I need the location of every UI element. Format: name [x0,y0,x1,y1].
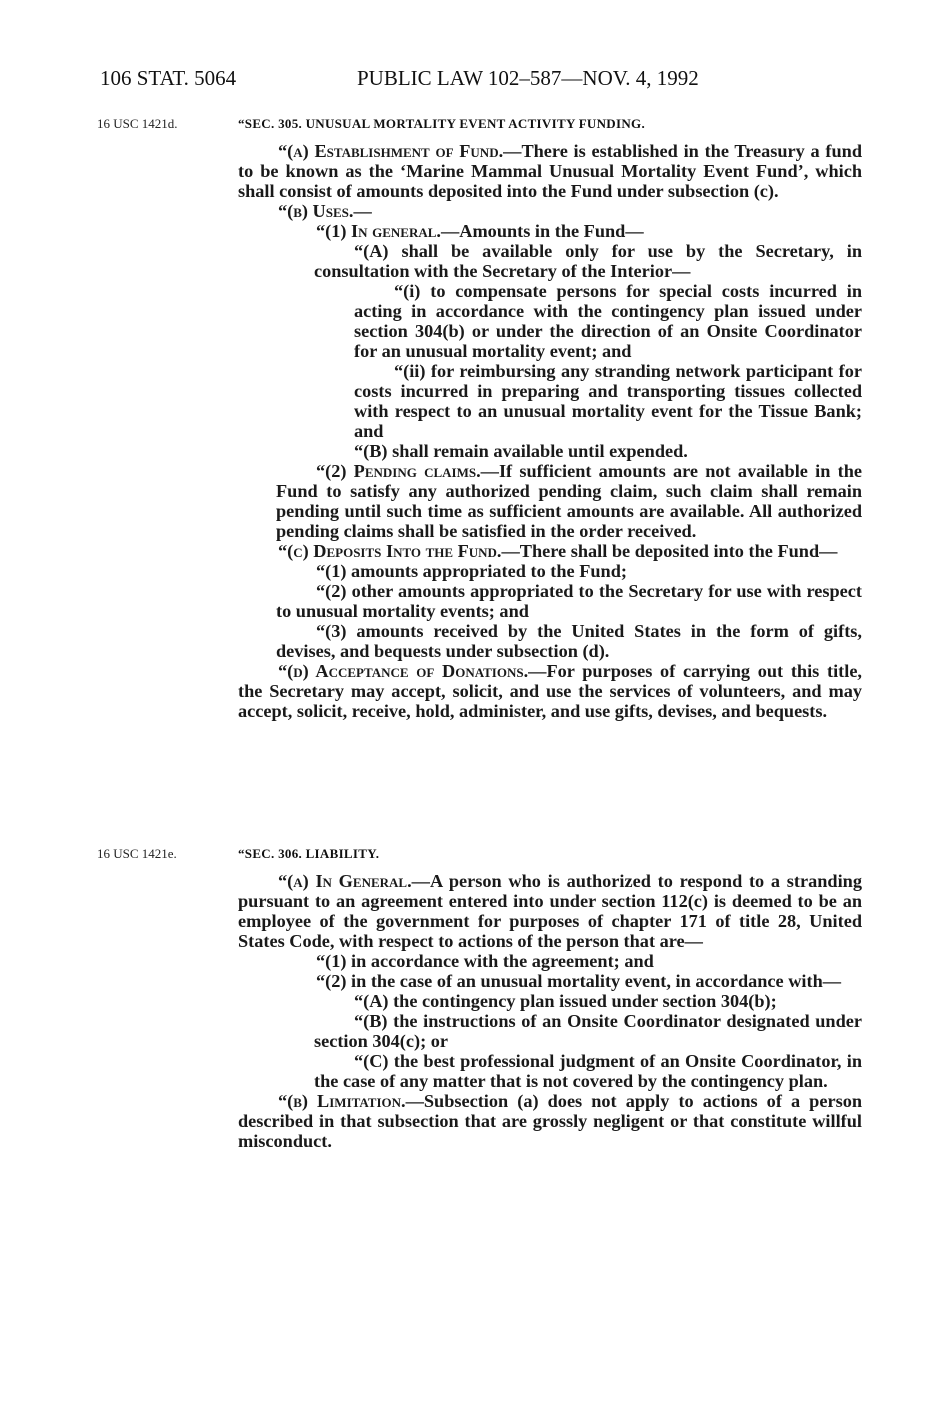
paragraph-text: “(B) the instructions of an Onsite Coordinator designated under section 304(c); or [314,1011,862,1051]
paragraph-text: “(2) other amounts appropriated to the Secretary for use with respect to unusual mortality events; and [276,581,862,621]
paragraph [238,561,862,581]
paragraph-text: —For purposes of carrying out this title, the Secretary may accept, solicit, and use the services of volunteers, and may accept, solicit, receive, hold, administer, and use gifts, devises, and bequests. [238,661,862,721]
margin-note-sec-305: 16 USC 1421d. [97,116,178,131]
paragraph-heading: “(d) Acceptance of Donations. [278,661,529,681]
paragraph-heading: “(2) Pending claims. [316,461,481,481]
paragraph [238,221,862,241]
paragraph [238,951,862,971]
section-title-305: “SEC. 305. UNUSUAL MORTALITY EVENT ACTIVITY FUNDING. [238,116,646,131]
paragraph-heading: “(c) Deposits Into the Fund. [278,541,502,561]
law-citation: PUBLIC LAW 102–587—NOV. 4, 1992 [357,66,699,90]
paragraph [238,201,862,221]
paragraph [238,1051,862,1091]
paragraph-heading: “(a) In General. [278,871,412,891]
paragraph-text: —If sufficient amounts are not available in the Fund to satisfy any authorized pending claim, such claim shall remain pending until such time as sufficient amounts are available. All authorized pending claims shall be satisfied in the order received. [276,461,862,541]
paragraph [238,661,862,721]
paragraph-heading: “(a) Establishment of Fund. [278,141,504,161]
paragraph [238,441,862,461]
paragraph [238,281,862,361]
section-body-306 [238,871,862,1151]
paragraph-text: “(B) shall remain available until expended. [354,441,688,461]
paragraph [238,461,862,541]
paragraph [238,1011,862,1051]
paragraph-text: “(1) in accordance with the agreement; and [316,951,654,971]
paragraph-text: “(C) the best professional judgment of an Onsite Coordinator, in the case of any matter that is not covered by the contingency plan. [314,1051,862,1091]
paragraph [238,971,862,991]
paragraph-text: —Subsection (a) does not apply to actions of a person described in that subsection that are grossly negligent or that constitute willful misconduct. [238,1091,862,1151]
paragraph-text: —Amounts in the Fund— [440,221,644,241]
paragraph-heading: “(b) Uses. [278,201,354,221]
paragraph-text: “(ii) for reimbursing any stranding network participant for costs incurred in preparing and transporting tissues collected with respect to an unusual mortality event for the Tissue Bank; and [354,361,862,441]
paragraph-text: “(A) shall be available only for use by the Secretary, in consultation with the Secretary of the Interior— [314,241,862,281]
stat-citation: 106 STAT. 5064 [100,66,237,90]
paragraph-text: “(i) to compensate persons for special costs incurred in acting in accordance with the contingency plan issued under section 304(b) or under the direction of an Onsite Coordinator for an unusual mortality event; and [354,281,862,361]
paragraph [238,871,862,951]
paragraph [238,621,862,661]
margin-note-sec-306: 16 USC 1421e. [97,846,177,861]
paragraph [238,991,862,1011]
section-body-305 [238,141,862,721]
paragraph [238,361,862,441]
paragraph [238,581,862,621]
paragraph-text: — [353,201,372,221]
paragraph-text: “(A) the contingency plan issued under section 304(b); [354,991,777,1011]
paragraph-text: —There is established in the Treasury a fund to be known as the ‘Marine Mammal Unusual Mortality Event Fund’, which shall consist of amounts deposited into the Fund under subsection (c). [238,141,862,201]
paragraph-text: “(3) amounts received by the United States in the form of gifts, devises, and bequests under subsection (d). [276,621,862,661]
paragraph [238,541,862,561]
paragraph [238,1091,862,1151]
paragraph-heading: “(b) Limitation. [278,1091,406,1111]
paragraph-heading: “(1) In general. [316,221,441,241]
paragraph-text: —A person who is authorized to respond to a stranding pursuant to an agreement entered into under section 112(c) is deemed to be an employee of the government for purposes of chapter 171 of title 28, United States Code, with respect to actions of the person that are— [238,871,862,951]
paragraph-text: “(1) amounts appropriated to the Fund; [316,561,627,581]
paragraph-text: —There shall be deposited into the Fund— [501,541,838,561]
paragraph [238,141,862,201]
paragraph [238,241,862,281]
section-title-306: “SEC. 306. LIABILITY. [238,846,380,861]
paragraph-text: “(2) in the case of an unusual mortality event, in accordance with— [316,971,842,991]
